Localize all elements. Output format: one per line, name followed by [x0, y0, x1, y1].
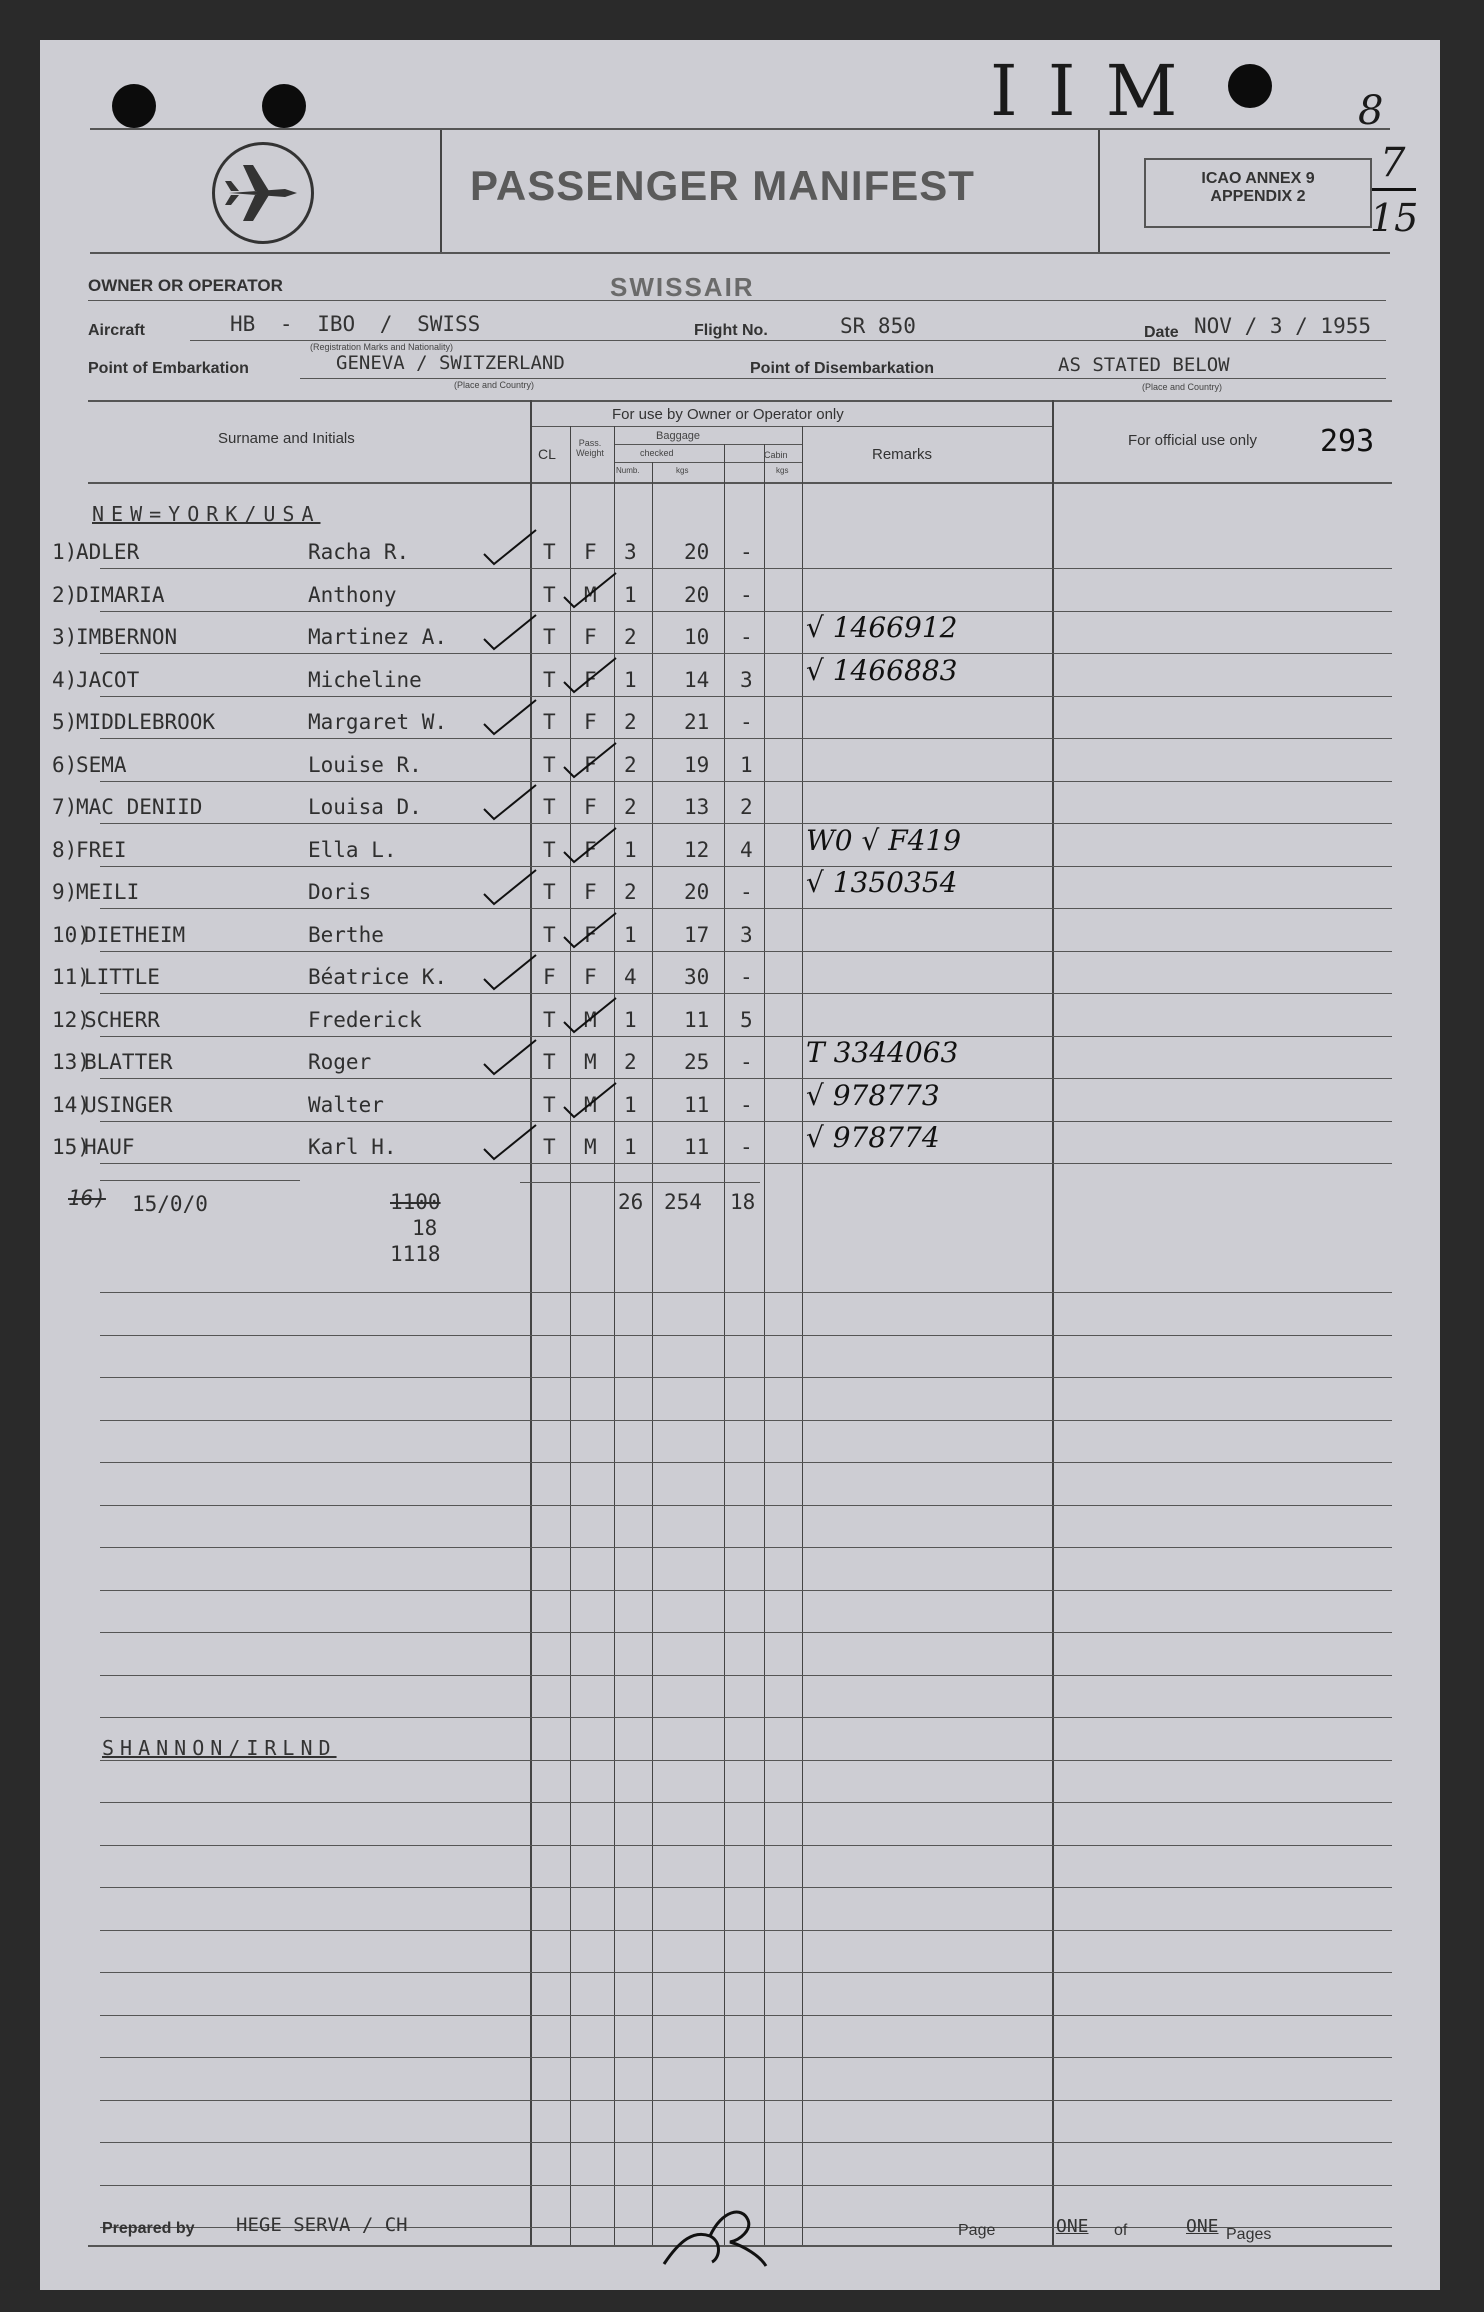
- manifest-sheet: [40, 40, 1440, 2290]
- passenger-number: 9): [52, 880, 78, 904]
- blank-row-rule: [100, 1590, 1392, 1591]
- page-label: Page: [958, 2222, 996, 2239]
- passenger-given-name: Margaret W.: [308, 710, 448, 734]
- baggage-kgs: 12: [684, 837, 710, 862]
- cabin-kgs: -: [740, 710, 753, 734]
- totals-num: 26: [618, 1190, 644, 1214]
- table-row: [40, 866, 1440, 916]
- operator-label: OWNER OR OPERATOR: [88, 276, 283, 295]
- passenger-surname: DIETHEIM: [84, 922, 186, 947]
- baggage-number: 1: [624, 582, 637, 607]
- passenger-weight: F: [584, 880, 597, 904]
- header-top-rule: [90, 128, 1390, 130]
- check-mark-icon: [480, 953, 540, 993]
- baggage-number: 1: [624, 922, 637, 947]
- baggage-number: 2: [624, 710, 637, 734]
- embark-label: Point of Embarkation: [88, 360, 249, 377]
- table-row: [40, 534, 1440, 576]
- check-mark-icon: [560, 996, 620, 1036]
- section-new-york: NEW=YORK/USA: [92, 502, 321, 526]
- fraction-bottom: 15: [1370, 196, 1419, 240]
- passenger-surname: BLATTER: [84, 1050, 173, 1074]
- passenger-number: 8): [52, 837, 78, 862]
- operator-rule: [88, 300, 1386, 301]
- baggage-number: 1: [624, 837, 637, 862]
- disembark-value: AS STATED BELOW: [1058, 354, 1230, 376]
- passenger-weight: F: [584, 540, 597, 564]
- of-label: of: [1114, 2222, 1128, 2239]
- cabin-kgs: -: [740, 582, 753, 607]
- blank-row-rule: [100, 2015, 1392, 2016]
- passenger-number: 12): [52, 1007, 90, 1032]
- baggage-number: 2: [624, 1050, 637, 1074]
- blank-row-rule: [100, 2100, 1392, 2101]
- cabin-kgs: 4: [740, 837, 753, 862]
- col-checked-header: checked: [640, 448, 674, 458]
- table-row: [40, 1078, 1440, 1129]
- passenger-surname: USINGER: [84, 1092, 173, 1117]
- baggage-kgs: 17: [684, 922, 710, 947]
- blank-row-rule: [100, 1377, 1392, 1378]
- passenger-weight: F: [584, 837, 597, 862]
- passenger-number: 2): [52, 582, 78, 607]
- row-rule: [100, 1078, 1392, 1079]
- passenger-class: T: [543, 1135, 556, 1159]
- check-mark-icon: [480, 868, 540, 908]
- baggage-number: 2: [624, 625, 637, 649]
- row-rule: [100, 781, 1392, 782]
- passenger-weight: M: [584, 1135, 597, 1159]
- passenger-remark: √ 978774: [806, 1121, 940, 1154]
- baggage-number: 2: [624, 795, 637, 819]
- passenger-class: T: [543, 540, 556, 564]
- blank-row-rule: [100, 1420, 1392, 1421]
- corner-mark: I I M: [990, 50, 1182, 132]
- passenger-weight: F: [584, 965, 597, 989]
- owner-use-rule: [530, 426, 1052, 427]
- col-pass-weight-header: Pass. Weight: [576, 438, 604, 458]
- passenger-surname: JACOT: [76, 667, 140, 692]
- table-row: [40, 789, 1440, 831]
- cabin-kgs: 1: [740, 752, 753, 777]
- pages-label: Pages: [1226, 2226, 1272, 2243]
- header-divider-right: [1098, 130, 1100, 252]
- passenger-surname: MEILI: [76, 880, 140, 904]
- baggage-kgs: 13: [684, 795, 710, 819]
- embark-rule: [300, 378, 1386, 379]
- cabin-kgs: -: [740, 880, 753, 904]
- col-cabin-kgs-header: kgs: [776, 466, 789, 475]
- passenger-given-name: Louise R.: [308, 752, 422, 777]
- airplane-icon: [215, 145, 311, 241]
- baggage-number: 3: [624, 540, 637, 564]
- aircraft-rule: [190, 340, 1386, 341]
- row-rule: [100, 1121, 1392, 1122]
- passenger-class: T: [543, 752, 556, 777]
- blank-row-rule: [100, 1505, 1392, 1506]
- totals-struck: 16): [68, 1186, 106, 1210]
- check-mark-icon: [560, 656, 620, 696]
- passenger-number: 7): [52, 795, 78, 819]
- punch-hole-right: [1228, 64, 1272, 108]
- check-mark-icon: [480, 698, 540, 738]
- table-row: [40, 959, 1440, 1001]
- baggage-number: 1: [624, 1092, 637, 1117]
- passenger-number: 14): [52, 1092, 90, 1117]
- baggage-kgs: 20: [684, 880, 710, 904]
- passenger-number: 1): [52, 540, 78, 564]
- passenger-weight: F: [584, 710, 597, 734]
- page-number-mark: 8: [1358, 88, 1384, 134]
- name-totals-rule: [100, 1180, 300, 1181]
- embark-value: GENEVA / SWITZERLAND: [336, 352, 565, 374]
- owner-use-heading: For use by Owner or Operator only: [612, 406, 844, 423]
- blank-row-rule: [100, 1845, 1392, 1846]
- passenger-remark: √ 1466912: [806, 611, 958, 644]
- checked-rule: [614, 462, 802, 463]
- baggage-kgs: 30: [684, 965, 710, 989]
- cabin-kgs: -: [740, 1135, 753, 1159]
- passenger-weight: M: [584, 582, 597, 607]
- row-rule: [100, 993, 1392, 994]
- baggage-kgs: 19: [684, 752, 710, 777]
- totals-weight1: 1100: [390, 1190, 441, 1214]
- table-row: [40, 823, 1440, 874]
- passenger-class: T: [543, 880, 556, 904]
- col-official-header: For official use only: [1128, 432, 1257, 449]
- passenger-surname: DIMARIA: [76, 582, 165, 607]
- baggage-kgs: 11: [684, 1135, 710, 1159]
- passenger-remark: √ 978773: [806, 1078, 940, 1112]
- cabin-kgs: 2: [740, 795, 753, 819]
- passenger-weight: F: [584, 625, 597, 649]
- blank-row-rule: [100, 2142, 1392, 2143]
- passenger-class: T: [543, 837, 556, 862]
- passenger-given-name: Anthony: [308, 582, 397, 607]
- icao-box: [1144, 158, 1372, 228]
- passenger-given-name: Martinez A.: [308, 625, 448, 649]
- baggage-number: 2: [624, 880, 637, 904]
- check-mark-icon: [560, 571, 620, 611]
- baggage-rule: [614, 444, 802, 445]
- passenger-given-name: Louisa D.: [308, 795, 422, 819]
- check-mark-icon: [560, 911, 620, 951]
- check-mark-icon: [560, 1081, 620, 1121]
- blank-row-rule: [100, 1717, 1392, 1718]
- table-row: [40, 577, 1440, 619]
- col-num-header: Numb.: [616, 466, 640, 475]
- header-divider-left: [440, 130, 442, 252]
- passenger-given-name: Berthe: [308, 922, 384, 947]
- passenger-remark: T 3344063: [806, 1036, 959, 1069]
- col-name-header: Surname and Initials: [218, 430, 355, 447]
- airplane-logo: [212, 142, 314, 244]
- row-rule: [100, 1036, 1392, 1037]
- passenger-given-name: Racha R.: [308, 540, 410, 564]
- fraction-bar: [1372, 188, 1416, 191]
- passenger-number: 4): [52, 667, 78, 692]
- baggage-kgs: 20: [684, 540, 710, 564]
- passenger-surname: FREI: [76, 837, 127, 862]
- table-row: [40, 653, 1440, 704]
- table-row: [40, 704, 1440, 746]
- col-baggage-header: Baggage: [656, 430, 701, 442]
- row-rule: [100, 738, 1392, 739]
- signature-mark: [660, 2200, 770, 2270]
- aircraft-value: HB - IBO / SWISS: [230, 312, 481, 336]
- passenger-given-name: Karl H.: [308, 1135, 397, 1159]
- passenger-weight: F: [584, 795, 597, 819]
- check-mark-icon: [480, 783, 540, 823]
- baggage-number: 2: [624, 752, 637, 777]
- fraction-top: 7: [1380, 140, 1406, 186]
- blank-row-rule: [100, 1632, 1392, 1633]
- baggage-kgs: 25: [684, 1050, 710, 1074]
- baggage-kgs: 14: [684, 667, 710, 692]
- passenger-given-name: Frederick: [308, 1007, 422, 1032]
- cabin-kgs: -: [740, 540, 753, 564]
- row-rule: [100, 823, 1392, 824]
- passenger-class: T: [543, 667, 556, 692]
- passenger-number: 3): [52, 625, 78, 649]
- flight-value: SR 850: [840, 314, 916, 338]
- baggage-kgs: 21: [684, 710, 710, 734]
- passenger-number: 6): [52, 752, 78, 777]
- table-row: [40, 1036, 1440, 1086]
- embark-note: (Place and Country): [454, 380, 535, 390]
- blank-row-rule: [100, 1335, 1392, 1336]
- passenger-weight: M: [584, 1007, 597, 1032]
- col-cl-header: CL: [538, 446, 556, 462]
- passenger-class: T: [543, 1092, 556, 1117]
- table-row: [40, 747, 1440, 789]
- row-rule: [100, 653, 1392, 654]
- passenger-weight: M: [584, 1050, 597, 1074]
- passenger-given-name: Walter: [308, 1092, 384, 1117]
- baggage-kgs: 20: [684, 582, 710, 607]
- header-bottom-rule: [90, 252, 1390, 254]
- check-mark-icon: [480, 1123, 540, 1163]
- check-mark-icon: [480, 528, 540, 568]
- passenger-weight: M: [584, 1092, 597, 1117]
- passenger-class: T: [543, 710, 556, 734]
- cabin-kgs: 5: [740, 1007, 753, 1032]
- passenger-number: 15): [52, 1135, 90, 1159]
- cabin-kgs: -: [740, 1092, 753, 1117]
- of-value: ONE: [1186, 2216, 1219, 2237]
- passenger-class: F: [543, 965, 556, 989]
- col-remarks-header: Remarks: [872, 446, 933, 463]
- cabin-kgs: -: [740, 1050, 753, 1074]
- passenger-surname: ADLER: [76, 540, 140, 564]
- check-mark-icon: [480, 1038, 540, 1078]
- table-top-rule: [88, 400, 1392, 402]
- passenger-class: T: [543, 625, 556, 649]
- col-cabin-header: Cabin: [764, 450, 788, 460]
- baggage-kgs: 10: [684, 625, 710, 649]
- passenger-class: T: [543, 1007, 556, 1032]
- prepared-value: HEGE SERVA / CH: [236, 2214, 408, 2236]
- totals-count: 15/0/0: [132, 1192, 208, 1216]
- passenger-surname: IMBERNON: [76, 625, 178, 649]
- row-rule: [100, 568, 1392, 569]
- row-rule: [100, 696, 1392, 697]
- date-value: NOV / 3 / 1955: [1194, 314, 1372, 338]
- cabin-kgs: -: [740, 625, 753, 649]
- baggage-kgs: 11: [684, 1092, 710, 1117]
- blank-row-rule: [100, 2057, 1392, 2058]
- row-rule: [100, 908, 1392, 909]
- table-row: [40, 611, 1440, 661]
- baggage-kgs: 11: [684, 1007, 710, 1032]
- passenger-given-name: Roger: [308, 1050, 372, 1074]
- passenger-weight: F: [584, 752, 597, 777]
- passenger-number: 5): [52, 710, 78, 734]
- blank-row-rule: [100, 1887, 1392, 1888]
- passenger-given-name: Micheline: [308, 667, 422, 692]
- blank-row-rule: [100, 1760, 1392, 1761]
- passenger-class: T: [543, 795, 556, 819]
- passenger-surname: SCHERR: [84, 1007, 160, 1032]
- aircraft-note: (Registration Marks and Nationality): [310, 342, 454, 352]
- disembark-label: Point of Disembarkation: [750, 360, 935, 377]
- operator-value: SWISSAIR: [610, 272, 755, 302]
- blank-row-rule: [100, 2185, 1392, 2186]
- table-row: [40, 1002, 1440, 1044]
- passenger-weight: F: [584, 922, 597, 947]
- passenger-given-name: Ella L.: [308, 837, 397, 862]
- col-kgs-header: kgs: [676, 466, 689, 475]
- check-mark-icon: [560, 741, 620, 781]
- punch-hole-left: [112, 84, 156, 128]
- row-rule: [100, 866, 1392, 867]
- official-number: 293: [1320, 424, 1375, 459]
- passenger-number: 10): [52, 922, 90, 947]
- baggage-number: 1: [624, 1135, 637, 1159]
- check-mark-icon: [480, 613, 540, 653]
- passenger-surname: LITTLE: [84, 965, 160, 989]
- blank-row-rule: [100, 1802, 1392, 1803]
- flight-label: Flight No.: [694, 322, 768, 339]
- date-label: Date: [1144, 324, 1179, 341]
- baggage-number: 1: [624, 667, 637, 692]
- passenger-number: 11): [52, 965, 90, 989]
- passenger-weight: F: [584, 667, 597, 692]
- page-title: PASSENGER MANIFEST: [470, 162, 975, 209]
- icao-line1: ICAO ANNEX 9: [1201, 170, 1315, 187]
- table-row: [40, 917, 1440, 959]
- icao-line2: APPENDIX 2: [1210, 188, 1306, 205]
- blank-row-rule: [100, 1547, 1392, 1548]
- section-shannon: SHANNON/IRLND: [102, 1736, 337, 1760]
- passenger-given-name: Béatrice K.: [308, 965, 448, 989]
- passenger-number: 13): [52, 1050, 90, 1074]
- punch-hole-second: [262, 84, 306, 128]
- check-mark-icon: [560, 826, 620, 866]
- cabin-kgs: 3: [740, 922, 753, 947]
- passenger-given-name: Doris: [308, 880, 372, 904]
- blank-row-rule: [100, 1930, 1392, 1931]
- totals-weight3: 1118: [390, 1242, 441, 1266]
- blank-row-rule: [100, 1675, 1392, 1676]
- page-value: ONE: [1056, 2216, 1089, 2237]
- blank-row-rule: [100, 1462, 1392, 1463]
- passenger-surname: SEMA: [76, 752, 127, 777]
- row-rule: [100, 1163, 1392, 1164]
- passenger-remark: W0 √ F419: [806, 823, 962, 857]
- disembark-note: (Place and Country): [1142, 382, 1223, 392]
- passenger-surname: HAUF: [84, 1135, 135, 1159]
- passenger-remark: √ 1466883: [806, 653, 958, 687]
- baggage-number: 1: [624, 1007, 637, 1032]
- totals-weight2: 18: [412, 1216, 438, 1240]
- blank-row-rule: [100, 1972, 1392, 1973]
- row-rule: [100, 611, 1392, 612]
- row-rule: [100, 951, 1392, 952]
- table-row: [40, 1121, 1440, 1171]
- prepared-label: Prepared by: [102, 2220, 195, 2237]
- baggage-number: 4: [624, 965, 637, 989]
- aircraft-label: Aircraft: [88, 322, 145, 339]
- cabin-kgs: -: [740, 965, 753, 989]
- passenger-surname: MAC DENIID: [76, 795, 203, 819]
- cabin-kgs: 3: [740, 667, 753, 692]
- blank-row-rule: [100, 1292, 1392, 1293]
- signature: [660, 2200, 770, 2281]
- passenger-remark: √ 1350354: [806, 866, 958, 899]
- passenger-surname: MIDDLEBROOK: [76, 710, 216, 734]
- passenger-class: T: [543, 582, 556, 607]
- passenger-class: T: [543, 922, 556, 947]
- totals-cabin: 18: [730, 1190, 756, 1214]
- totals-rule: [520, 1182, 760, 1183]
- passenger-class: T: [543, 1050, 556, 1074]
- totals-kgs: 254: [664, 1190, 702, 1214]
- table-header-rule: [88, 482, 1392, 484]
